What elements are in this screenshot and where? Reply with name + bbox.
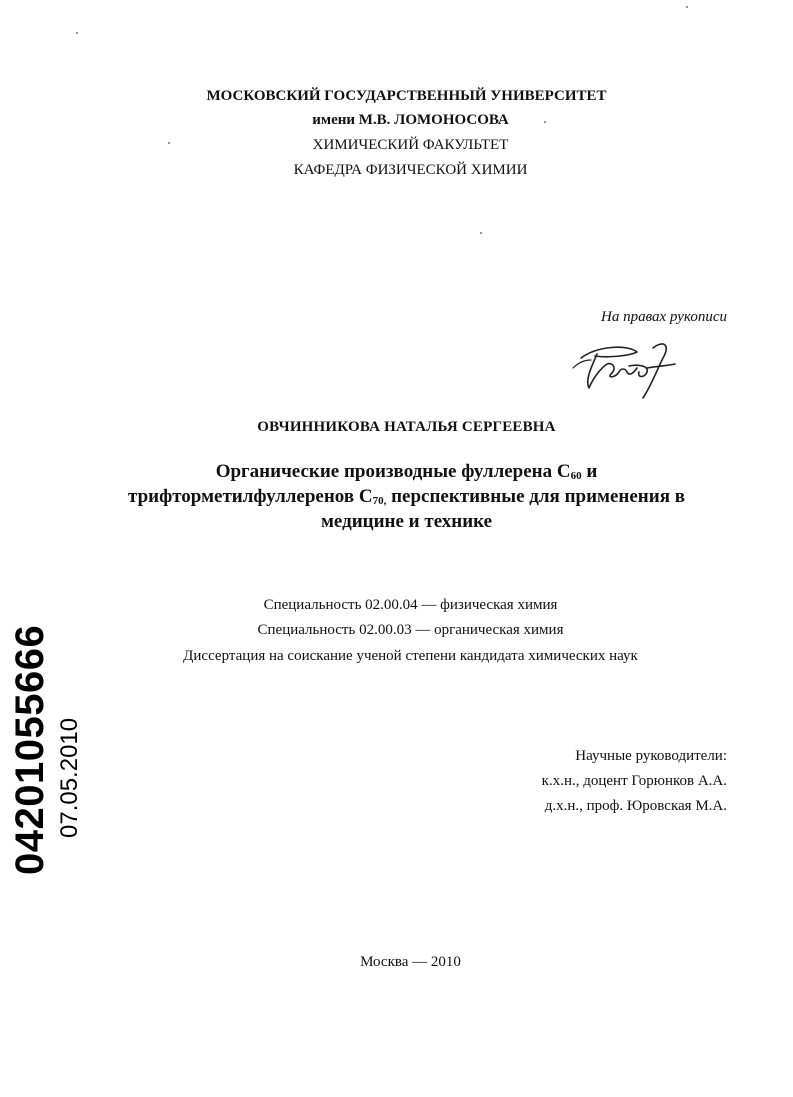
title-text: Органические производные фуллерена C <box>215 461 571 482</box>
title-subscript: 60 <box>570 470 582 482</box>
title-text: перспективные для применения в <box>386 486 685 507</box>
dissertation-title <box>10 459 793 534</box>
department-name: КАФЕДРА ФИЗИЧЕСКОЙ ХИМИИ <box>293 162 528 178</box>
title-text: трифторметилфуллеренов C <box>128 486 373 507</box>
faculty-name: ХИМИЧЕСКИЙ ФАКУЛЬТЕТ <box>312 137 509 153</box>
title-line-3: медицине и технике <box>320 511 493 532</box>
supervisor-second: д.х.н., проф. Юровская М.А. <box>544 798 727 814</box>
rights-note: На правах рукописи <box>601 309 727 325</box>
scan-speck <box>480 232 482 234</box>
city-year: Москва — 2010 <box>360 954 461 970</box>
handwritten-signature <box>567 338 687 402</box>
title-text: и <box>581 461 598 482</box>
library-stamp-code: 04201055666 <box>8 624 52 875</box>
title-line-1 <box>10 459 793 484</box>
supervisor-first: к.х.н., доцент Горюнков А.А. <box>541 773 727 789</box>
scan-speck <box>544 121 546 123</box>
scan-speck <box>168 142 170 144</box>
library-stamp-date: 07.05.2010 <box>56 717 83 838</box>
title-subscript: 70, <box>372 495 387 507</box>
specialty-physical-chemistry: Специальность 02.00.04 — физическая химия <box>263 597 558 613</box>
specialty-organic-chemistry: Специальность 02.00.03 — органическая химия <box>257 622 564 638</box>
scan-speck <box>76 32 78 34</box>
university-subtitle: имени М.В. ЛОМОНОСОВА <box>312 112 509 128</box>
author-name: ОВЧИННИКОВА НАТАЛЬЯ СЕРГЕЕВНА <box>257 419 556 435</box>
title-line-2 <box>10 484 793 509</box>
dissertation-degree: Диссертация на соискание ученой степени кандидата химических наук <box>183 648 638 664</box>
supervisors-heading: Научные руководители: <box>575 748 727 764</box>
university-name: МОСКОВСКИЙ ГОСУДАРСТВЕННЫЙ УНИВЕРСИТЕТ <box>206 88 607 104</box>
scan-speck <box>686 6 688 8</box>
